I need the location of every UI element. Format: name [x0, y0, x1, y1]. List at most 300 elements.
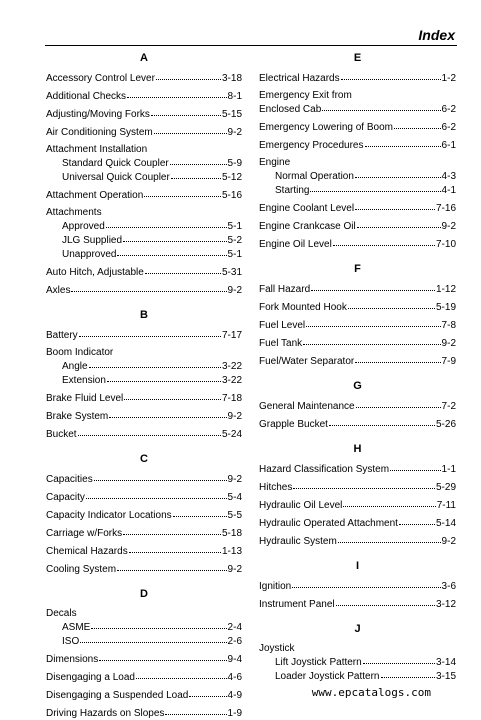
index-entry-group [46, 562, 242, 576]
index-entry[interactable] [46, 544, 242, 558]
entry-page-number: 5-5 [227, 510, 242, 521]
index-entry[interactable] [46, 391, 242, 405]
index-entry-group [46, 508, 242, 522]
index-entry-group [46, 265, 242, 279]
entry-label: Instrument Panel [259, 599, 335, 610]
entry-page-number: 5-1 [227, 249, 242, 260]
index-entry-group [46, 670, 242, 684]
entry-page-number: 4-9 [227, 690, 242, 701]
leader-dots [348, 299, 435, 309]
index-entry-group [46, 544, 242, 558]
leader-dots [171, 169, 221, 179]
index-entry[interactable] [259, 102, 456, 116]
leader-dots [165, 705, 226, 715]
leader-dots [151, 106, 221, 116]
entry-label: Brake System [46, 411, 109, 422]
entry-page-number: 5-29 [435, 482, 456, 493]
entry-page-number: 5-16 [221, 190, 242, 201]
entry-page-number: 1-9 [227, 708, 242, 719]
entry-label: Hydraulic Oil Level [259, 500, 343, 511]
section-letter: H [353, 443, 362, 455]
leader-dots [189, 687, 226, 697]
entry-page-number: 5-18 [221, 528, 242, 539]
index-entry[interactable] [259, 336, 456, 350]
entry-page-number: 9-2 [441, 536, 456, 547]
entry-label: Chemical Hazards [46, 546, 128, 557]
entry-page-number: 1-2 [441, 73, 456, 84]
index-entry-group [46, 346, 242, 387]
index-entry[interactable] [46, 156, 242, 170]
entry-page-number: 5-1 [227, 221, 242, 232]
entry-page-number: 9-2 [227, 127, 242, 138]
index-entry[interactable] [46, 490, 242, 504]
leader-dots [338, 533, 441, 543]
entry-label: Fuel Tank [259, 338, 303, 349]
index-entry-group [46, 143, 242, 184]
index-entry-group [259, 642, 456, 683]
index-entry[interactable] [46, 472, 242, 486]
leader-dots [78, 426, 221, 436]
leader-dots [107, 372, 221, 382]
section-letter: C [140, 453, 148, 465]
index-entry-group [259, 516, 456, 530]
entry-label: Normal Operation [275, 171, 354, 182]
index-entry-group [259, 597, 456, 611]
leader-dots [293, 479, 435, 489]
leader-dots [71, 282, 226, 292]
entry-label: Engine Coolant Level [259, 203, 355, 214]
entry-label: Universal Quick Coupler [62, 172, 170, 183]
index-section-h [259, 441, 456, 548]
header-rule [45, 45, 457, 46]
index-entry[interactable] [259, 138, 456, 152]
index-entry[interactable] [259, 669, 456, 683]
leader-dots [341, 70, 441, 80]
leader-dots [310, 182, 440, 192]
index-entry[interactable] [259, 498, 456, 512]
leader-dots [311, 281, 435, 291]
leader-dots [322, 101, 440, 111]
entry-page-number: 3-22 [221, 361, 242, 372]
entry-page-number: 6-1 [441, 140, 456, 151]
entry-label: Hazard Classification System [259, 464, 390, 475]
index-entry-group [259, 201, 456, 215]
index-entry[interactable] [259, 354, 456, 368]
entry-label: Hitches [259, 482, 293, 493]
index-entry-group [46, 89, 242, 103]
leader-dots [355, 168, 441, 178]
index-entry[interactable] [46, 328, 242, 342]
index-entry-group [46, 472, 242, 486]
entry-page-number: 3-15 [435, 671, 456, 682]
entry-label: Adjusting/Moving Forks [46, 109, 150, 120]
entry-page-number: 5-4 [227, 492, 242, 503]
entry-label: Air Conditioning System [46, 127, 153, 138]
entry-page-number: 7-8 [441, 320, 456, 331]
index-entry[interactable] [46, 652, 242, 666]
index-entry-group [259, 237, 456, 251]
index-entry-group [46, 427, 242, 441]
entry-label: Auto Hitch, Adjustable [46, 267, 144, 278]
index-entry[interactable] [46, 373, 242, 387]
entry-page-number: 5-15 [221, 109, 242, 120]
leader-dots [365, 137, 441, 147]
index-entry[interactable] [46, 409, 242, 423]
leader-dots [86, 489, 227, 499]
leader-dots [89, 358, 221, 368]
entry-label: Accessory Control Lever [46, 73, 155, 84]
entry-label: Battery [46, 330, 78, 341]
entry-page-number: 3-14 [435, 657, 456, 668]
index-entry[interactable] [46, 125, 242, 139]
index-entry[interactable] [46, 188, 242, 202]
leader-dots [390, 461, 441, 471]
entry-page-number: 9-2 [227, 411, 242, 422]
leader-dots [355, 353, 440, 363]
index-entry[interactable] [46, 283, 242, 297]
leader-dots [109, 408, 226, 418]
entry-page-number: 7-17 [221, 330, 242, 341]
index-section-d [46, 586, 242, 720]
entry-label: Cooling System [46, 564, 117, 575]
entry-label: Fork Mounted Hook [259, 302, 347, 313]
index-entry[interactable] [46, 170, 242, 184]
index-entry[interactable] [259, 237, 456, 251]
index-entry[interactable] [46, 247, 242, 261]
leader-dots [336, 596, 435, 606]
index-entry-group [259, 318, 456, 332]
leader-dots [355, 200, 435, 210]
entry-page-number: 1-12 [435, 284, 456, 295]
index-entry-group [46, 125, 242, 139]
index-entry[interactable] [46, 620, 242, 634]
entry-label: Attachment Operation [46, 190, 144, 201]
index-entry[interactable] [259, 399, 456, 413]
entry-label: Unapproved [62, 249, 117, 260]
entry-page-number: 9-2 [441, 338, 456, 349]
entry-label: General Maintenance [259, 401, 355, 412]
index-entry[interactable] [259, 417, 456, 431]
index-entry[interactable] [46, 508, 242, 522]
entry-label: ISO [62, 636, 80, 647]
entry-page-number: 5-19 [435, 302, 456, 313]
index-entry-group [46, 206, 242, 261]
entry-label: Ignition [259, 581, 292, 592]
index-section-g [259, 378, 456, 431]
entry-page-number: 2-6 [227, 636, 242, 647]
entry-page-number: 9-4 [227, 654, 242, 665]
entry-page-number: 5-31 [221, 267, 242, 278]
leader-dots [123, 525, 221, 535]
entry-page-number: 5-9 [227, 158, 242, 169]
index-entry-group [259, 156, 456, 197]
entry-label: Electrical Hazards [259, 73, 340, 84]
leader-dots [357, 218, 441, 228]
entry-page-number: 5-26 [435, 419, 456, 430]
leader-dots [343, 497, 435, 507]
entry-label: Driving Hazards on Slopes [46, 708, 165, 719]
index-entry-group [259, 417, 456, 431]
entry-page-number: 7-10 [435, 239, 456, 250]
index-entry-group [46, 391, 242, 405]
entry-page-number: 7-2 [441, 401, 456, 412]
entry-label: Disengaging a Suspended Load [46, 690, 189, 701]
entry-label: Emergency Exit from [259, 90, 352, 101]
entry-page-number: 5-24 [221, 429, 242, 440]
leader-dots [99, 651, 226, 661]
index-entry[interactable] [259, 480, 456, 494]
entry-label: Axles [46, 285, 71, 296]
leader-dots [363, 654, 435, 664]
index-entry[interactable] [46, 706, 242, 720]
entry-label: JLG Supplied [62, 235, 123, 246]
entry-label: Fall Hazard [259, 284, 311, 295]
index-section-f [259, 261, 456, 368]
entry-label: Grapple Bucket [259, 419, 328, 430]
entry-label: Capacities [46, 474, 93, 485]
entry-label: Fuel Level [259, 320, 306, 331]
index-entry[interactable] [259, 201, 456, 215]
index-entry-group [259, 336, 456, 350]
index-entry[interactable] [259, 300, 456, 314]
entry-label: Extension [62, 375, 106, 386]
index-entry[interactable] [46, 670, 242, 684]
index-entry-group [46, 328, 242, 342]
index-entry-group [46, 107, 242, 121]
entry-label: ASME [62, 622, 91, 633]
index-entry[interactable] [259, 579, 456, 593]
index-entry[interactable] [46, 89, 242, 103]
index-entry-group [46, 283, 242, 297]
entry-label: Capacity [46, 492, 85, 503]
entry-label: Approved [62, 221, 105, 232]
index-entry-group [259, 120, 456, 134]
entry-label: Angle [62, 361, 88, 372]
leader-dots [144, 187, 221, 197]
entry-label: Attachments [46, 207, 102, 218]
index-entry[interactable] [46, 265, 242, 279]
entry-page-number: 5-14 [435, 518, 456, 529]
entry-page-number: 3-6 [441, 581, 456, 592]
index-entry[interactable] [259, 219, 456, 233]
index-entry[interactable] [259, 534, 456, 548]
index-entry[interactable] [259, 120, 456, 134]
entry-page-number: 6-2 [441, 104, 456, 115]
entry-label: Hydraulic Operated Attachment [259, 518, 398, 529]
index-entry[interactable] [259, 282, 456, 296]
entry-label: Fuel/Water Separator [259, 356, 355, 367]
index-entry-group [46, 706, 242, 720]
section-letter: G [353, 380, 362, 392]
entry-label: Joystick [259, 643, 295, 654]
entry-label: Standard Quick Coupler [62, 158, 169, 169]
leader-dots [117, 561, 227, 571]
entry-page-number: 3-22 [221, 375, 242, 386]
section-letter: E [353, 52, 362, 64]
leader-dots [156, 70, 221, 80]
entry-page-number: 5-12 [221, 172, 242, 183]
leader-dots [129, 543, 221, 553]
leader-dots [333, 236, 435, 246]
section-letter: A [140, 52, 148, 64]
index-entry[interactable] [46, 427, 242, 441]
entry-label: Additional Checks [46, 91, 127, 102]
entry-page-number: 7-11 [436, 500, 456, 511]
leader-dots [123, 232, 227, 242]
index-entry-group [259, 71, 456, 85]
entry-label: Boom Indicator [46, 347, 114, 358]
entry-page-number: 7-18 [221, 393, 242, 404]
index-entry-group [259, 462, 456, 476]
entry-label: Engine [259, 157, 291, 168]
index-entry[interactable] [46, 219, 242, 233]
entry-page-number: 9-2 [227, 474, 242, 485]
index-section-a [46, 50, 242, 297]
index-section-j [259, 621, 456, 683]
leader-dots [292, 578, 440, 588]
entry-page-number: 7-9 [441, 356, 456, 367]
entry-page-number: 8-1 [227, 91, 242, 102]
section-letter: B [140, 309, 148, 321]
entry-page-number: 4-1 [441, 185, 456, 196]
index-entry-group [46, 688, 242, 702]
entry-label: Lift Joystick Pattern [275, 657, 362, 668]
leader-dots [381, 668, 435, 678]
index-section-i [259, 558, 456, 611]
leader-dots [91, 619, 226, 629]
index-section-e [259, 50, 456, 251]
index-section-b [46, 307, 242, 441]
entry-label: Dimensions [46, 654, 99, 665]
index-column-left [46, 50, 242, 720]
index-entry-group [259, 534, 456, 548]
index-entry-group [259, 480, 456, 494]
entry-page-number: 9-2 [227, 564, 242, 575]
leader-dots [106, 218, 227, 228]
entry-page-number: 2-4 [227, 622, 242, 633]
index-entry[interactable] [46, 71, 242, 85]
entry-page-number: 3-12 [435, 599, 456, 610]
leader-dots [80, 633, 226, 643]
index-entry[interactable] [259, 516, 456, 530]
index-entry[interactable] [259, 318, 456, 332]
index-entry-group [259, 399, 456, 413]
entry-label: Bucket [46, 429, 77, 440]
index-entry[interactable] [259, 597, 456, 611]
entry-label: Engine Crankcase Oil [259, 221, 356, 232]
entry-page-number: 5-2 [227, 235, 242, 246]
index-entry[interactable] [46, 688, 242, 702]
entry-label: Attachment Installation [46, 144, 148, 155]
entry-page-number: 4-3 [441, 171, 456, 182]
entry-page-number: 1-1 [441, 464, 456, 475]
index-section-c [46, 451, 242, 576]
entry-label: Capacity Indicator Locations [46, 510, 172, 521]
entry-page-number: 3-18 [221, 73, 242, 84]
entry-label: Starting [275, 185, 310, 196]
leader-dots [117, 246, 226, 256]
entry-label: Brake Fluid Level [46, 393, 124, 404]
index-entry-group [46, 652, 242, 666]
footer-url[interactable]: www.epcatalogs.com [311, 686, 431, 699]
index-entry[interactable] [259, 71, 456, 85]
index-entry-group [46, 607, 242, 648]
leader-dots [136, 669, 227, 679]
leader-dots [170, 155, 227, 165]
entry-page-number: 9-2 [441, 221, 456, 232]
index-entry-group [259, 498, 456, 512]
index-entry[interactable] [46, 634, 242, 648]
index-entry[interactable] [259, 183, 456, 197]
section-letter: I [355, 560, 360, 572]
index-entry-group [259, 138, 456, 152]
index-entry[interactable] [46, 107, 242, 121]
index-entry[interactable] [46, 526, 242, 540]
index-entry[interactable] [46, 359, 242, 373]
page-title: Index [418, 27, 455, 43]
entry-page-number: 6-2 [441, 122, 456, 133]
index-entry-group [46, 409, 242, 423]
entry-label: Emergency Procedures [259, 140, 364, 151]
leader-dots [356, 398, 441, 408]
entry-page-number: 9-2 [227, 285, 242, 296]
index-entry-group [259, 354, 456, 368]
index-entry[interactable] [46, 562, 242, 576]
index-entry-group [259, 579, 456, 593]
index-entry[interactable] [259, 169, 456, 183]
leader-dots [329, 416, 435, 426]
section-letter: D [140, 588, 148, 600]
entry-page-number: 7-16 [435, 203, 456, 214]
index-entry-group [46, 526, 242, 540]
leader-dots [124, 390, 221, 400]
leader-dots [399, 515, 435, 525]
entry-label: Carriage w/Forks [46, 528, 123, 539]
entry-label: Loader Joystick Pattern [275, 671, 380, 682]
index-entry-group [46, 71, 242, 85]
index-entry[interactable] [46, 233, 242, 247]
section-letter: J [354, 623, 361, 635]
index-entry-group [259, 219, 456, 233]
entry-label: Emergency Lowering of Boom [259, 122, 393, 133]
leader-dots [306, 317, 440, 327]
index-column-right [259, 50, 456, 683]
leader-dots [303, 335, 440, 345]
section-letter: F [354, 263, 361, 275]
index-entry-group [46, 490, 242, 504]
leader-dots [94, 471, 227, 481]
leader-dots [173, 507, 227, 517]
entry-label: Disengaging a Load [46, 672, 135, 683]
index-entry-group [259, 282, 456, 296]
leader-dots [145, 264, 221, 274]
entry-label: Engine Oil Level [259, 239, 332, 250]
entry-page-number: 1-13 [221, 546, 242, 557]
index-entry-group [259, 300, 456, 314]
entry-label: Decals [46, 608, 77, 619]
entry-page-number: 4-6 [227, 672, 242, 683]
index-entry[interactable] [259, 655, 456, 669]
entry-label: Hydraulic System [259, 536, 337, 547]
leader-dots [127, 88, 227, 98]
leader-dots [79, 327, 221, 337]
leader-dots [394, 119, 441, 129]
index-entry[interactable] [259, 462, 456, 476]
index-entry-group [46, 188, 242, 202]
index-entry-group [259, 89, 456, 116]
entry-label: Enclosed Cab [259, 104, 322, 115]
leader-dots [154, 124, 227, 134]
